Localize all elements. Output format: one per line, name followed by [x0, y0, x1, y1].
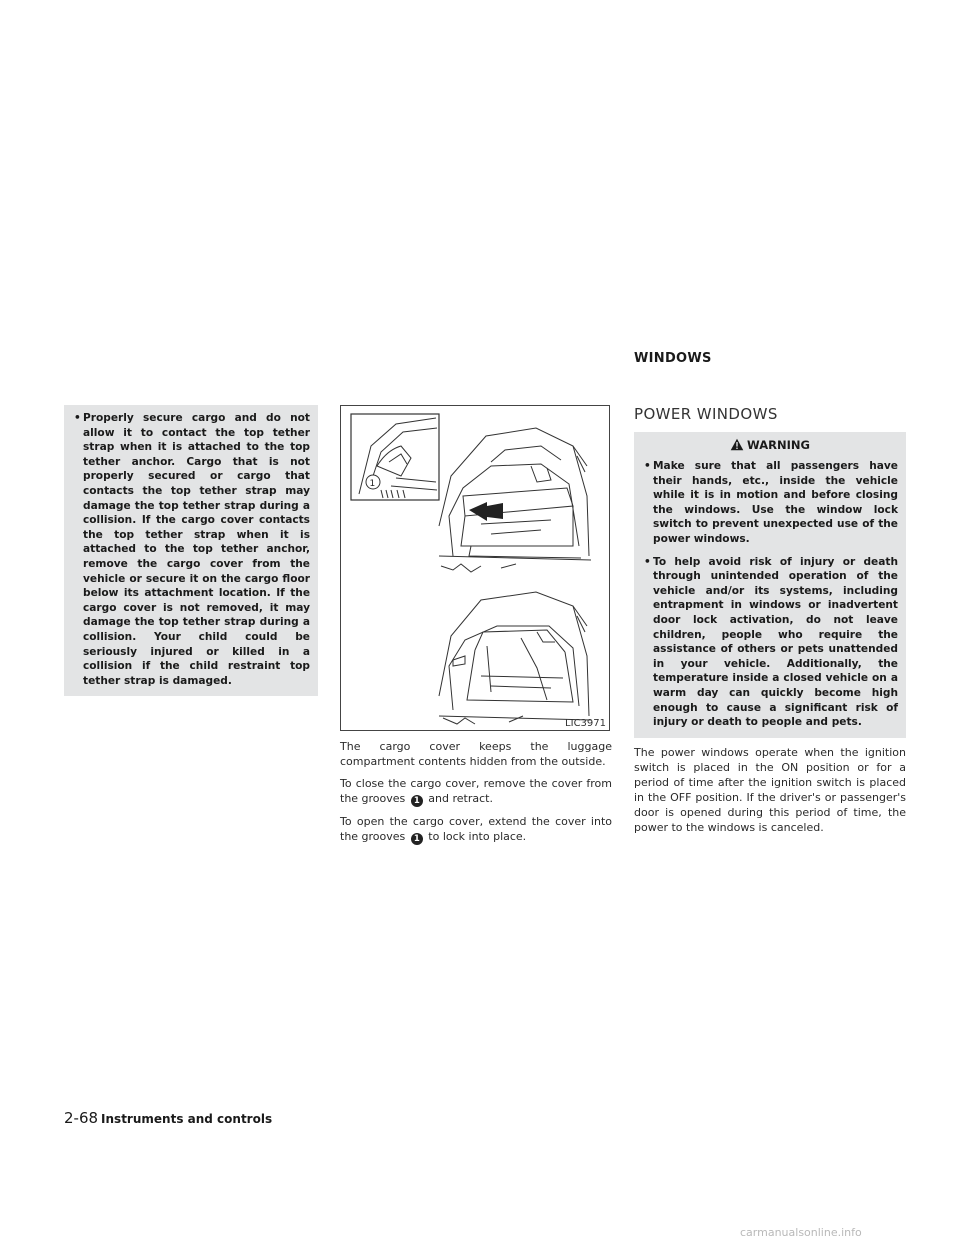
cargo-warning-box	[64, 405, 318, 696]
power-windows-warning-box	[634, 432, 906, 738]
page-footer	[64, 1108, 272, 1127]
cargo-cover-description: The cargo cover keeps the luggage compartment contents hidden from the outside.	[340, 740, 612, 768]
watermark: carmanualsonline.info	[740, 1226, 862, 1239]
column-left	[64, 405, 318, 696]
callout-1-icon: 1	[411, 795, 423, 807]
warning-bullet-text: Make sure that all passengers have their hands, etc., inside the vehicle while it is in motion and before closing the windows. Use the window lock switch to prevent unexpected use of the power windows.	[653, 460, 898, 545]
open-cover-instructions	[340, 814, 612, 845]
warning-label: WARNING	[747, 438, 810, 452]
callout-1-label: 1	[369, 479, 376, 489]
page-number: 2-68	[64, 1109, 99, 1127]
close-cover-instructions	[340, 776, 612, 807]
close-instructions-text-b: and retract.	[428, 792, 493, 805]
warning-bullet	[642, 459, 898, 547]
figure-id: LIC3971	[565, 718, 606, 729]
bullet-dot: •	[644, 460, 651, 472]
callout-1-icon: 1	[411, 833, 423, 845]
footer-section-title: Instruments and controls	[101, 1112, 273, 1126]
power-windows-heading: POWER WINDOWS	[634, 405, 778, 423]
cargo-cover-drawing	[341, 406, 609, 730]
section-heading: WINDOWS	[634, 351, 712, 366]
open-instructions-text-b: to lock into place.	[428, 830, 527, 843]
close-instructions-text-a: To close the cargo cover, remove the cover from the grooves	[340, 777, 612, 805]
arrow-icon	[469, 502, 503, 521]
cargo-warning-text: Properly secure cargo and do not allow it to contact the top tether strap when it is attached to the top tether anchor. Cargo that is not properly secured or cargo that contacts the top tether strap may damage the top tether strap during a collision. If the cargo cover contacts the top tether strap when it is attached to the top tether anchor, remove the cargo cover from the vehicle or secure it on the cargo floor below its attachment location. If the cargo cover is not removed, it may damage the top tether strap during a collision. Your child could be seriously injured or killed in a collision if the child restraint top tether strap is damaged.	[83, 412, 310, 687]
cargo-warning-bullet	[72, 411, 310, 688]
bullet-dot: •	[74, 412, 81, 424]
open-instructions-text-a: To open the cargo cover, extend the cover into the grooves	[340, 815, 612, 843]
warning-bullet	[642, 555, 898, 730]
column-right	[634, 405, 906, 835]
warning-header	[642, 438, 898, 452]
power-windows-description: The power windows operate when the ignition switch is placed in the ON position or for a period of time after the ignition switch is placed in the OFF position. If the driver's or passenger's door is opened during this period of time, the power to the windows is canceled.	[634, 745, 906, 834]
warning-triangle-icon	[730, 438, 744, 451]
bullet-dot: •	[644, 555, 651, 568]
cargo-cover-illustration	[340, 405, 610, 731]
warning-bullet-text: To help avoid risk of injury or death through unintended operation of the vehicle and/or its systems, including entrapment in windows or inadvertent door lock activation, do not leave children, people who require the assistance of others or pets unattended in your vehicle. Additionally, the temperature inside a closed vehicle on a warm day can quickly become high enough to cause a significant risk of injury or death to people and pets.	[653, 555, 898, 729]
column-middle	[340, 405, 612, 845]
